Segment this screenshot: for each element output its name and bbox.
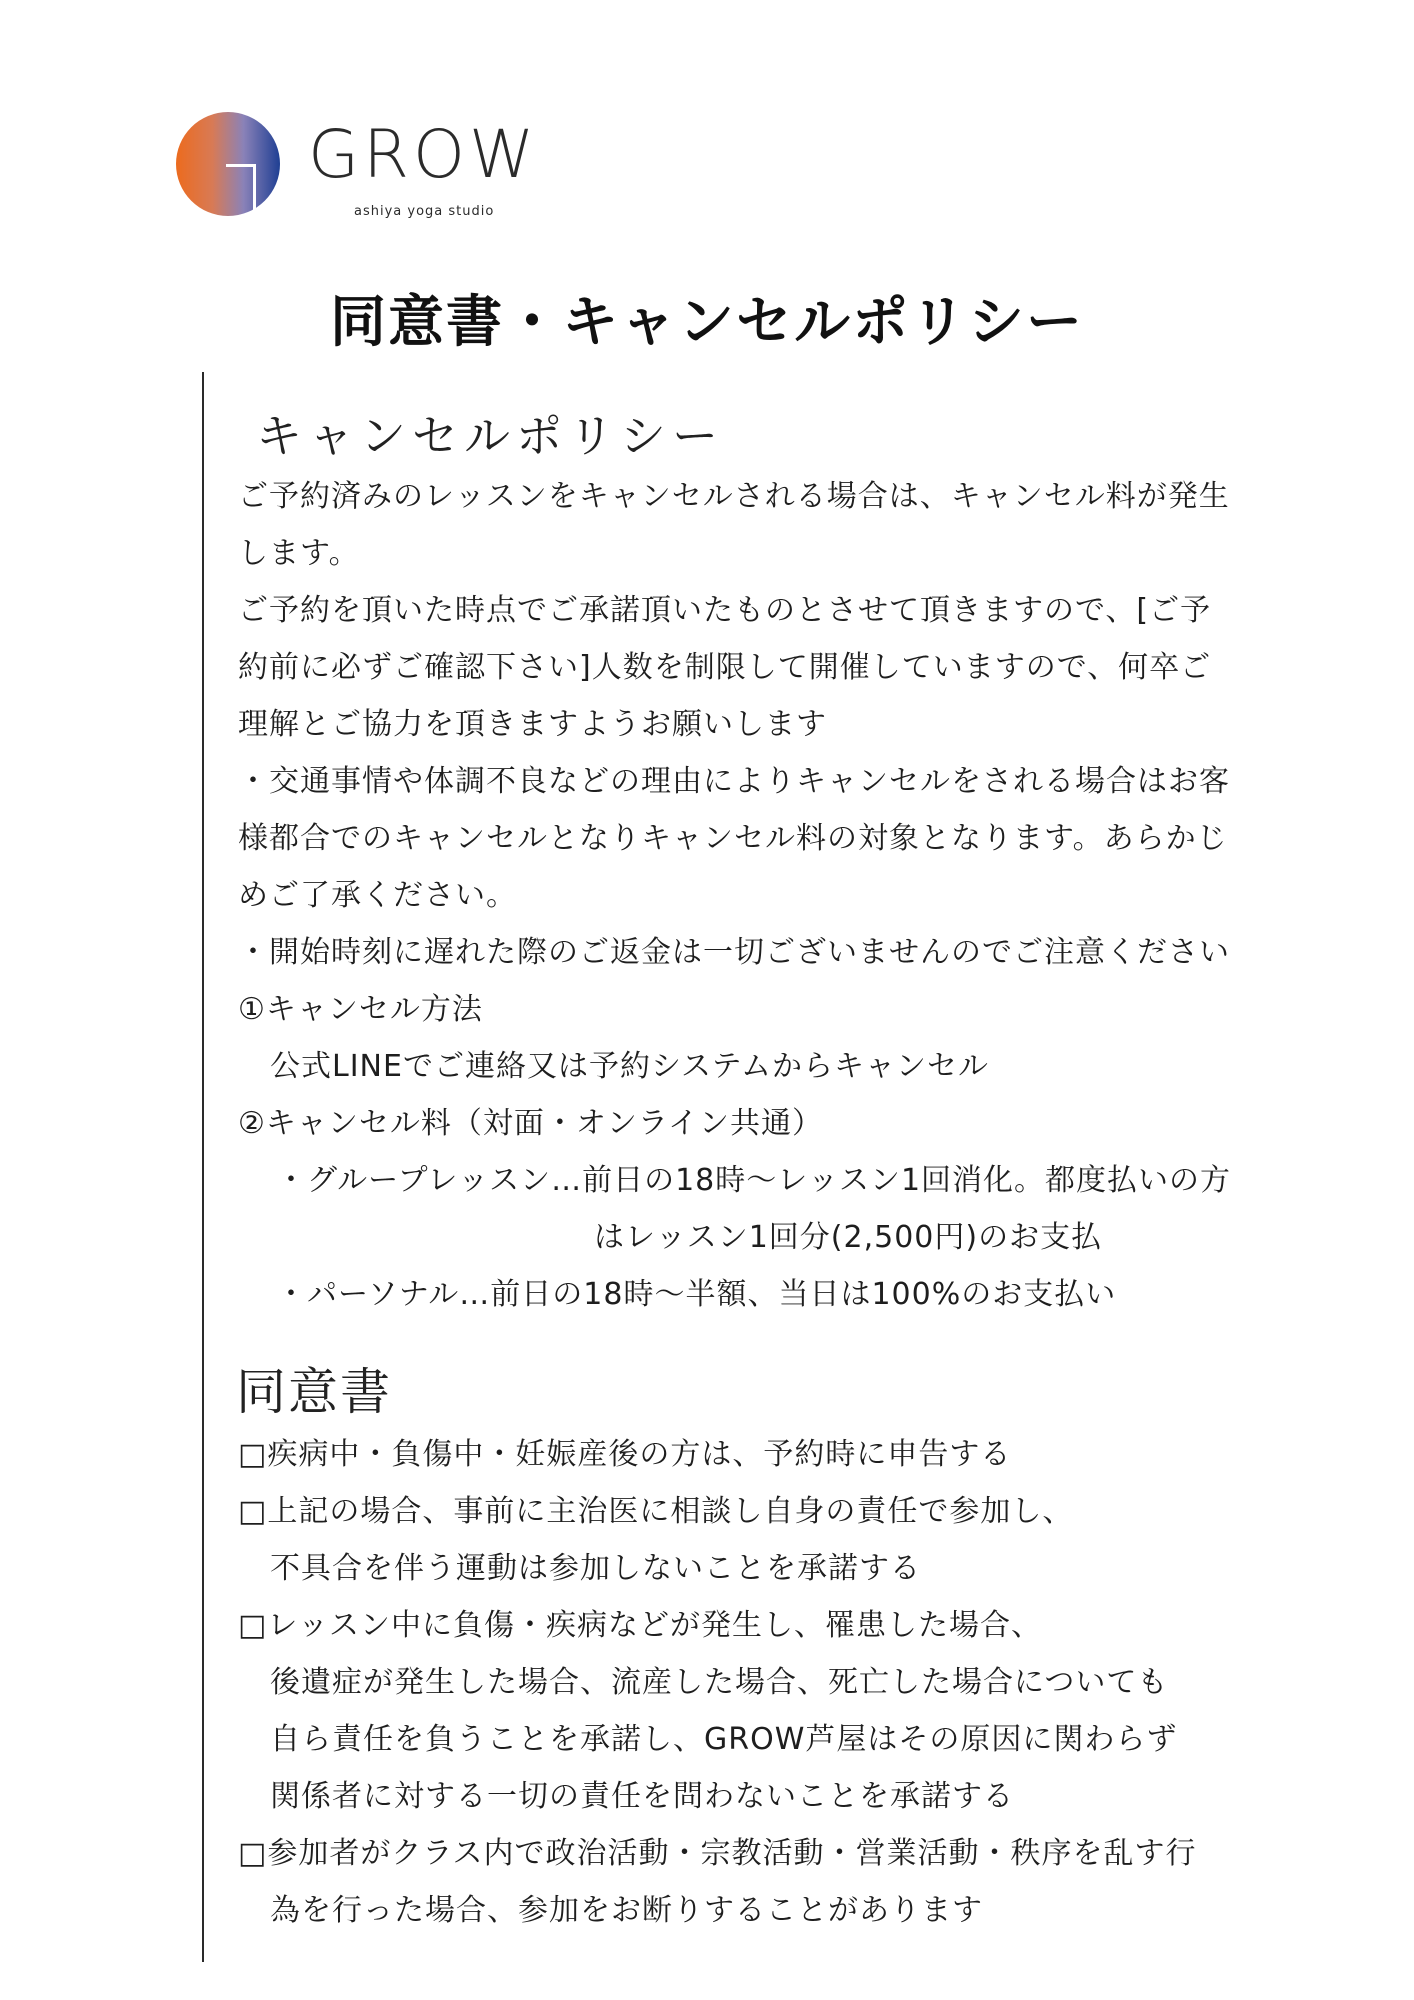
consent-line: 自ら責任を負うことを承諾し、GROW芦屋はその原因に関わらず: [270, 1722, 1178, 1757]
consent-item: [238, 1426, 1298, 1483]
consent-line: □上記の場合、事前に主治医に相談し自身の責任で参加し、: [238, 1494, 1074, 1529]
studio-logo: [176, 112, 556, 224]
logo-frame-shape: [226, 164, 256, 216]
consent-line: □参加者がクラス内で政治活動・宗教活動・営業活動・秩序を乱す行: [238, 1836, 1197, 1871]
fee-personal: ・パーソナル…前日の18時〜半額、当日は100%のお支払い: [276, 1277, 1117, 1312]
policy-line: ・開始時刻に遅れた際のご返金は一切ございませんのでご注意ください: [238, 935, 1230, 970]
fee-group-lesson: ・グループレッスン…前日の18時〜レッスン1回消化。都度払いの方: [276, 1163, 1232, 1198]
consent-body: [238, 1426, 1298, 1939]
consent-line: 不具合を伴う運動は参加しないことを承諾する: [270, 1551, 921, 1586]
cancel-policy-heading: キャンセルポリシー: [256, 409, 724, 463]
policy-line: ご予約を頂いた時点でご承諾頂いたものとさせて頂きますので、[ご予: [238, 593, 1212, 628]
consent-line: 為を行った場合、参加をお断りすることがあります: [270, 1893, 983, 1928]
cancel-method-detail: 公式LINEでご連絡又は予約システムからキャンセル: [270, 1049, 989, 1084]
policy-line: 理解とご協力を頂きますようお願いします: [238, 707, 827, 742]
policy-line: 約前に必ずご確認下さい]人数を制限して開催していますので、何卒ご: [238, 650, 1212, 685]
consent-line: 後遺症が発生した場合、流産した場合、死亡した場合についても: [270, 1665, 1169, 1700]
logo-mark-icon: [176, 112, 280, 216]
consent-line: □疾病中・負傷中・妊娠産後の方は、予約時に申告する: [238, 1437, 1012, 1472]
consent-line: 関係者に対する一切の責任を問わないことを承諾する: [270, 1779, 1014, 1814]
vertical-divider: [202, 372, 204, 1962]
cancel-policy-body: [238, 468, 1298, 1323]
consent-item: [238, 1825, 1298, 1939]
consent-heading: 同意書: [236, 1363, 392, 1421]
logo-tagline: ashiya yoga studio: [354, 204, 495, 219]
consent-item: [238, 1483, 1298, 1597]
policy-line: めご了承ください。: [238, 878, 517, 913]
cancel-method-heading: ①キャンセル方法: [238, 992, 483, 1027]
logo-wordmark: GROW: [308, 116, 539, 193]
fee-group-lesson-cont: はレッスン1回分(2,500円)のお支払: [594, 1220, 1103, 1255]
policy-line: 様都合でのキャンセルとなりキャンセル料の対象となります。あらかじ: [238, 821, 1228, 856]
cancel-fee-heading: ②キャンセル料（対面・オンライン共通）: [238, 1106, 823, 1141]
policy-line: ご予約済みのレッスンをキャンセルされる場合は、キャンセル料が発生: [238, 479, 1230, 514]
consent-item: [238, 1597, 1298, 1825]
policy-line: します。: [238, 536, 360, 571]
document-title: 同意書・キャンセルポリシー: [330, 290, 1084, 355]
consent-line: □レッスン中に負傷・疾病などが発生し、罹患した場合、: [238, 1608, 1043, 1643]
policy-line: ・交通事情や体調不良などの理由によりキャンセルをされる場合はお客: [238, 764, 1230, 799]
